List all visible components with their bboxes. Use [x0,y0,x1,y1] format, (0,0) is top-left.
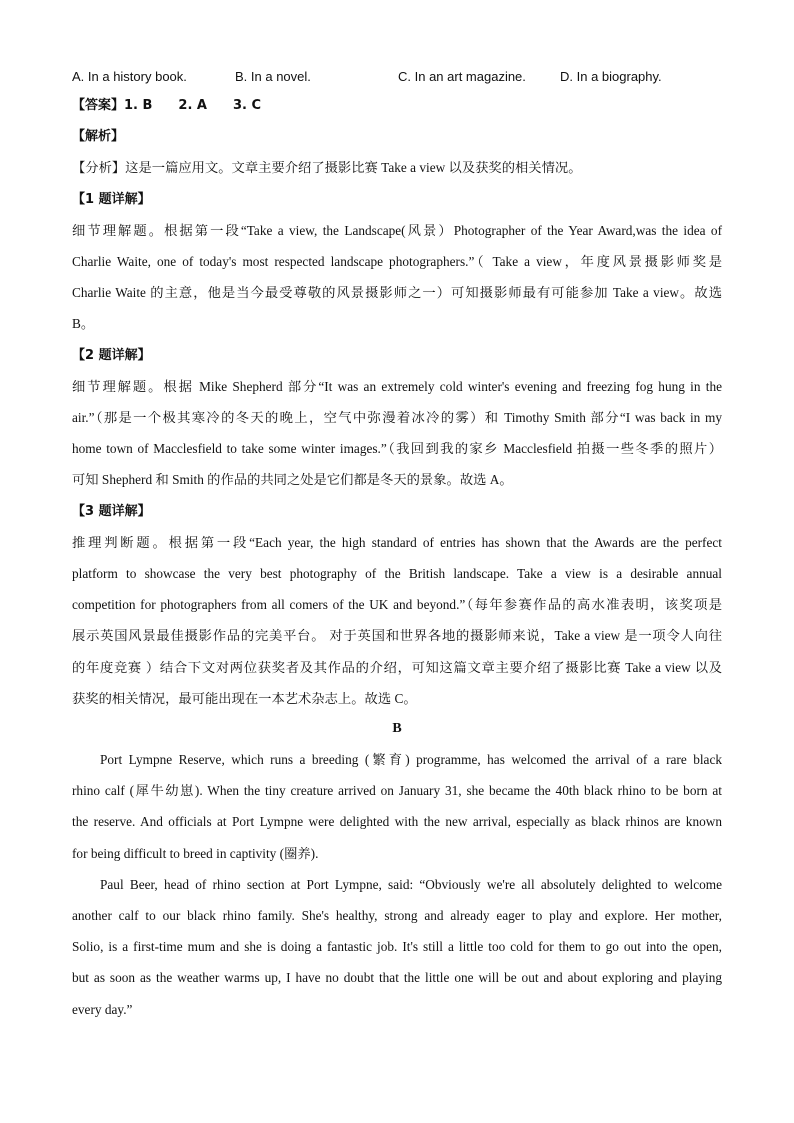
paragraph-line: Port Lympne Reserve, which runs a breeding (繁育) programme, has welcomed the arrival of a rare black [100,752,722,768]
option-b: B. In a novel. [235,68,311,84]
paragraph-line: the reserve. And officials at Port Lympne were delighted with the new arrival, especially as black rhinos are known [72,814,722,830]
section-b-paragraph-2 [72,869,722,1025]
q3-heading: 【3 题详解】 [72,503,151,519]
q2-line: air.”（那是一个极其寒冷的冬天的晚上，空气中弥漫着冰冷的雾）和 Timothy Smith 部分“I was back in my [72,410,722,426]
paragraph-line: Paul Beer, head of rhino section at Port Lympne, said: “Obviously we're all absolutely delighted to welcome [100,876,722,892]
paragraph-line: for being difficult to breed in captivity (圈养). [72,845,319,861]
document-page [72,62,722,1025]
paragraph-line: Solio, is a first-time mum and she is doing a fantastic job. It's still a little too cold for them to go out into the open, [72,939,722,955]
q3-line: competition for photographers from all comers of the UK and beyond.”（每年参赛作品的高水准表明，该奖项是 [72,597,722,613]
paragraph-line: rhino calf (犀牛幼崽). When the tiny creature arrived on January 31, she became the 40th black rhino to be born at [72,783,722,799]
q3-line: 推理判断题。根据第一段“Each year, the high standard of entries has shown that the Awards are the perfect [72,534,722,550]
paragraph-line: but as soon as the weather warms up, I have no doubt that the little one will be out and about exploring and playing [72,970,722,986]
q3-line: 展示英国风景最佳摄影作品的完美平台。 对于英国和世界各地的摄影师来说，Take a view 是一项令人向往 [72,628,722,644]
option-c: C. In an art magazine. [398,68,526,84]
q2-line: 可知 Shepherd 和 Smith 的作品的共同之处是它们都是冬天的景象。故选 A。 [72,472,513,488]
option-a: A. In a history book. [72,68,187,84]
q3-line: 获奖的相关情况，最可能出现在一本艺术杂志上。故选 C。 [72,690,417,706]
q2-line: home town of Macclesfield to take some winter images.”（我回到我的家乡 Macclesfield 拍摄一些冬季的照片） [72,441,722,457]
q1-line: Charlie Waite 的主意，他是当今最受尊敬的风景摄影师之一）可知摄影师最有可能参加 Take a view。故选 [72,285,722,301]
answer-options [72,62,722,90]
q2-heading: 【2 题详解】 [72,347,151,363]
q2-line: 细节理解题。根据 Mike Shepherd 部分“It was an extremely cold winter's evening and freezing fog hung in the [72,378,722,394]
analysis-summary: 【分析】这是一篇应用文。文章主要介绍了摄影比赛 Take a view 以及获奖的相关情况。 [72,160,582,176]
q1-line: B。 [72,316,95,332]
q1-heading: 【1 题详解】 [72,191,151,207]
q3-line: 的年度竞赛 ）结合下文对两位获奖者及其作品的介绍，可知这篇文章主要介绍了摄影比赛 Take a view 以及 [72,659,722,675]
answer-line: 【答案】1. B 2. A 3. C [72,98,262,113]
q1-line: Charlie Waite, one of today's most respected landscape photographers.”（ Take a view，年度风景摄影师奖是 [72,254,722,270]
option-d: D. In a biography. [560,68,662,84]
paragraph-line: every day.” [72,1001,133,1017]
q1-line: 细节理解题。根据第一段“Take a view, the Landscape(风景）Photographer of the Year Award,was the idea of [72,222,722,238]
section-b-paragraph-1 [72,744,722,869]
paragraph-line: another calf to our black rhino family. She's healthy, strong and already eager to play and explore. Her mother, [72,908,722,924]
section-b-title: B [392,721,402,737]
q3-line: platform to showcase the very best photography of the British landscape. Take a view is a desirable annual [72,566,722,582]
analysis-heading: 【解析】 [72,129,125,145]
